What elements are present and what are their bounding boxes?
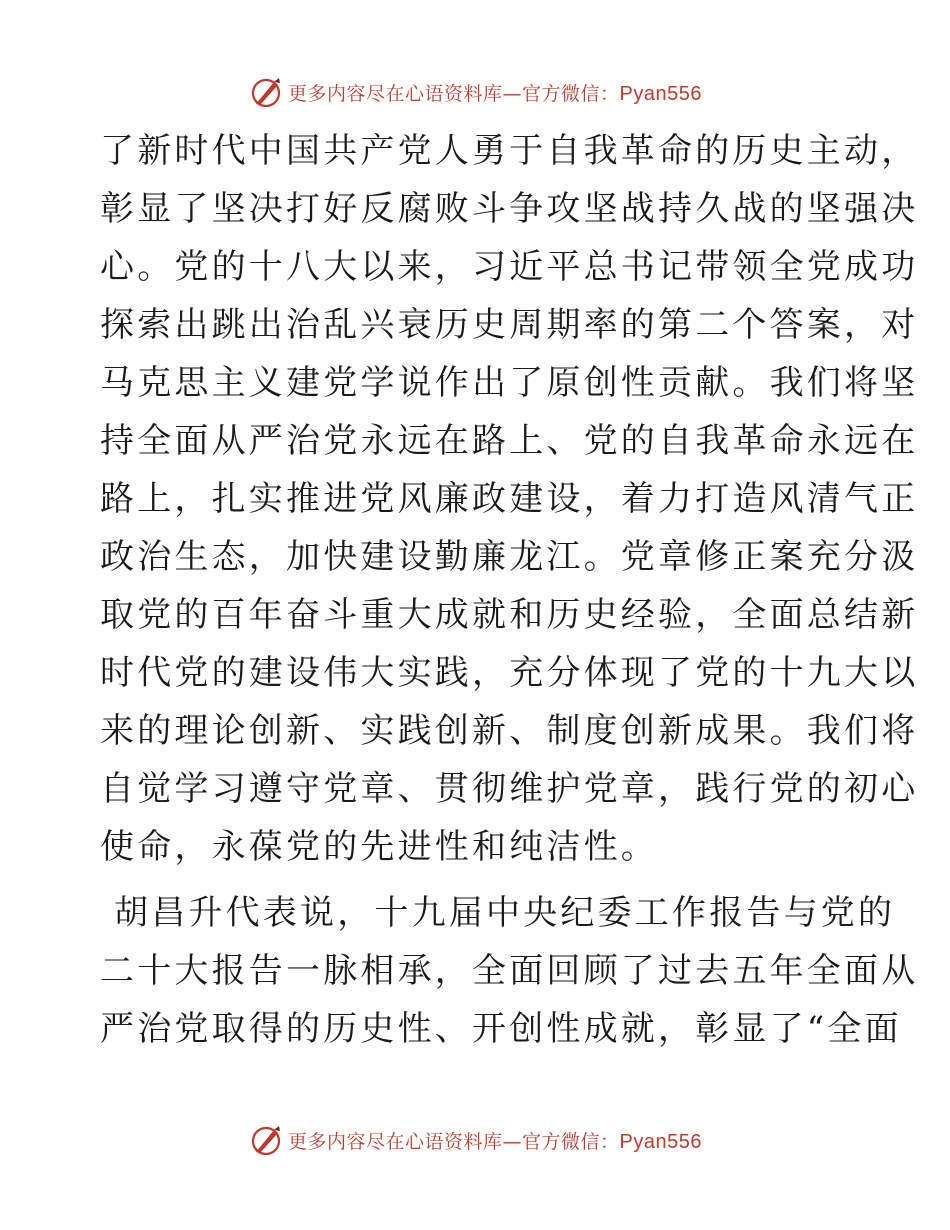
footer-banner-text: 更多内容尽在心语资料库—官方微信：Pyan556 — [288, 1130, 702, 1153]
document-body — [100, 122, 919, 1058]
paragraph-1 — [100, 122, 919, 876]
text-line: 二十大报告一脉相承，全面回顾了过去五年全面从 — [100, 951, 919, 991]
header-banner-text: 更多内容尽在心语资料库—官方微信：Pyan556 — [288, 82, 702, 105]
quill-pen-icon — [248, 1122, 284, 1158]
header-watermark-banner — [0, 72, 950, 112]
text-line: 自觉学习遵守党章、贯彻维护党章，践行党的初心 — [100, 769, 919, 809]
text-line: 取党的百年奋斗重大成就和历史经验，全面总结新 — [100, 595, 919, 635]
text-line: 探索出跳出治乱兴衰历史周期率的第二个答案，对 — [100, 305, 919, 345]
text-line: 马克思主义建党学说作出了原创性贡献。我们将坚 — [100, 363, 919, 403]
footer-wechat-id: Pyan556 — [619, 1130, 702, 1153]
paragraph-2 — [100, 884, 919, 1058]
text-line: 胡昌升代表说，十九届中央纪委工作报告与党的 — [100, 893, 896, 933]
text-line: 来的理论创新、实践创新、制度创新成果。我们将 — [100, 711, 919, 751]
text-line: 了新时代中国共产党人勇于自我革命的历史主动， — [100, 131, 919, 171]
text-line: 心。党的十八大以来，习近平总书记带领全党成功 — [100, 247, 919, 287]
text-line: 路上，扎实推进党风廉政建设，着力打造风清气正 — [100, 479, 919, 519]
text-line: 使命，永葆党的先进性和纯洁性。 — [100, 827, 658, 867]
quill-pen-icon — [248, 74, 284, 110]
footer-watermark-banner — [0, 1120, 950, 1160]
text-line: 严治党取得的历史性、开创性成就，彰显了“全面 — [100, 1009, 902, 1049]
header-wechat-id: Pyan556 — [619, 82, 702, 105]
text-line: 持全面从严治党永远在路上、党的自我革命永远在 — [100, 421, 919, 461]
text-line: 彰显了坚决打好反腐败斗争攻坚战持久战的坚强决 — [100, 189, 919, 229]
text-line: 政治生态，加快建设勤廉龙江。党章修正案充分汲 — [100, 537, 919, 577]
text-line: 时代党的建设伟大实践，充分体现了党的十九大以 — [100, 653, 919, 693]
